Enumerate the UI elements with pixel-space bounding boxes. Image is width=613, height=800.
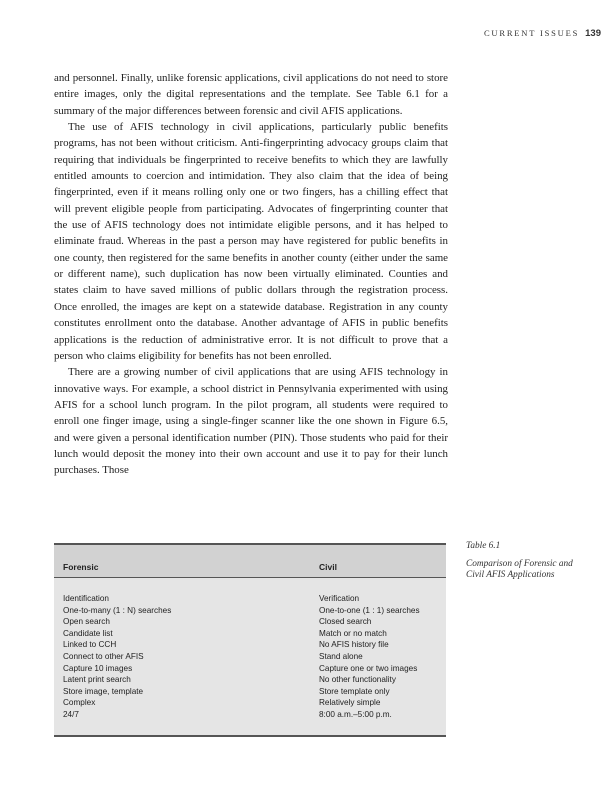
civil-item: Closed search [319,617,372,627]
civil-item: Relatively simple [319,698,381,708]
forensic-item: Capture 10 images [63,663,133,673]
table-caption-title: Comparison of Forensic and Civil AFIS Applications [466,558,573,580]
civil-item: Capture one or two images [319,663,418,673]
civil-item: Match or no match [319,628,387,638]
forensic-item: One-to-many (1 : N) searches [63,605,172,615]
civil-item: One-to-one (1 : 1) searches [319,605,420,615]
comparison-table [54,543,446,737]
paragraph-1: and personnel. Finally, unlike forensic applications, civil applications do not need to store entire images, only the digital representations and the template. See Table 6.1 for a summary of the major differences between forensic and civil AFIS applications. [54,72,448,117]
page-number: 139 [585,28,601,39]
forensic-item: Connect to other AFIS [63,651,144,661]
paragraph-2: The use of AFIS technology in civil applications, particularly public benefits programs, has not been without criticism. Anti-fingerprinting advocacy groups claim that requiring that individuals be fingerprinted to receive benefits to which they are lawfully entitled amounts to coercion and intimidation. They also claim that the idea of being fingerprinted, even if it means rolling only one or two fingers, has a chilling effect that will prevent eligible people from participating. Advocates of fingerprinting counter that the use of AFIS technology does not intimidate eligible persons, and it has helped to eliminate fraud. Whereas in the past a person may have registered for public benefits in one county, then registered for the same benefits in another county (either under the same or different name), such duplication has now been virtually eliminated. Counties and states claim to have saved millions of public dollars through the registration process. Once enrolled, the images are kept on a statewide database. Registration in any county constitutes enrollment onto the database. Another advantage of AFIS in public benefits applications is the reduction of administrative error. It is not difficult to prove that a person who claims eligibility for benefits has not been enrolled. [54,121,448,362]
table-caption [466,541,576,582]
forensic-item: Identification [63,594,109,603]
civil-item: No AFIS history file [319,640,389,650]
civil-item: Store template only [319,686,390,696]
civil-item: 8:00 a.m.–5:00 p.m. [319,709,392,719]
paragraph-3: There are a growing number of civil applications that are using AFIS technology in innovative ways. For example, a school district in Pennsylvania experimented with using AFIS for a school lunch program. In the pilot program, all students were required to enroll one finger image, using a single-finger scanner like the one shown in Figure 6.5, and were given a personal identification number (PIN). Those students who paid for their lunch would deposit the money into their own account and use it to pay for their lunch purchases. Those [54,366,448,477]
forensic-item: Candidate list [63,628,113,638]
forensic-item: Open search [63,617,110,627]
forensic-item: Complex [63,698,96,708]
forensic-column [63,593,171,721]
civil-column [319,593,420,721]
forensic-item: Store image, template [63,686,144,696]
civil-item: Stand alone [319,651,363,661]
civil-item: No other functionality [319,675,396,685]
running-head [484,28,601,39]
table-caption-number: Table 6.1 [466,541,501,551]
forensic-item: Latent print search [63,675,131,685]
forensic-item: Linked to CCH [63,640,117,650]
body-text [54,70,448,479]
running-head-section: CURRENT ISSUES [483,28,580,38]
header-civil: Civil [319,562,337,572]
forensic-item: 24/7 [63,709,79,719]
civil-item: Verification [319,594,360,603]
header-forensic: Forensic [63,562,99,572]
table-header-row [54,545,446,578]
